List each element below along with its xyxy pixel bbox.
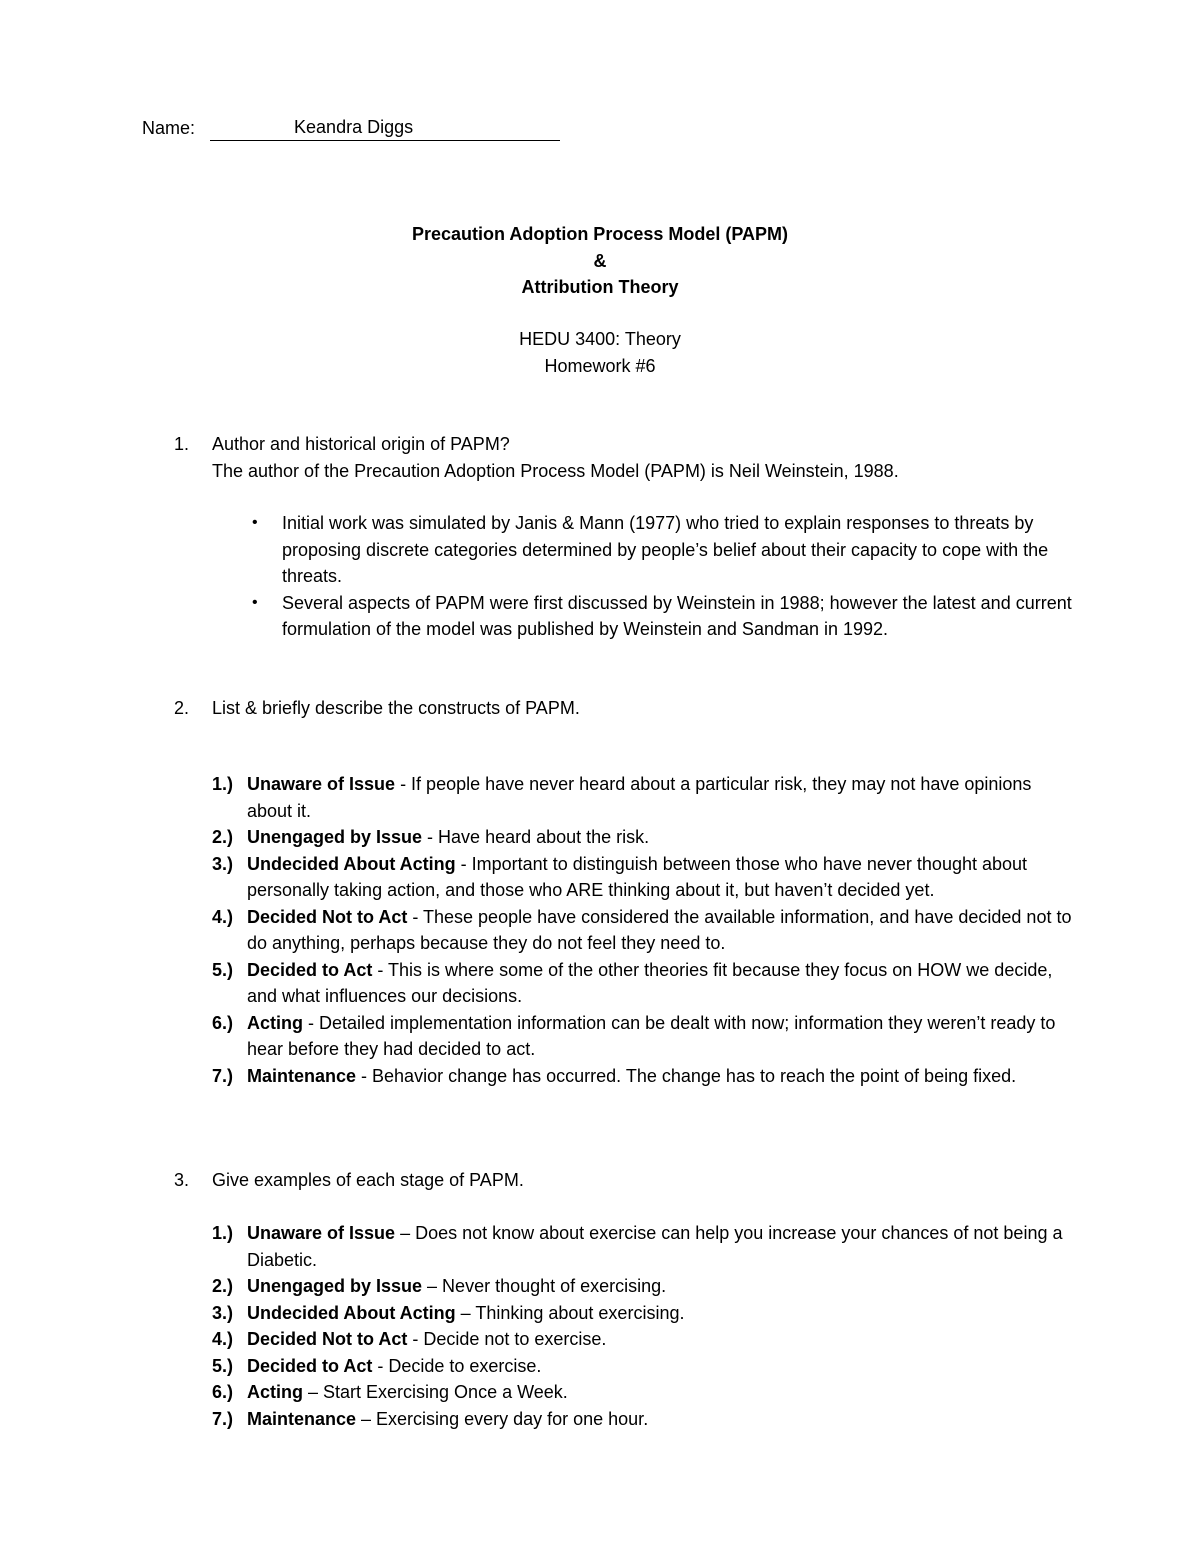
stage-term: Unengaged by Issue: [247, 1276, 423, 1296]
construct-term: Maintenance: [247, 1065, 357, 1086]
item-number: 6.): [212, 1012, 234, 1033]
question-number: 3.: [174, 1170, 190, 1190]
name-underline: [210, 118, 560, 141]
stage-example: – Never thought of exercising.: [422, 1276, 667, 1296]
name-field-row: [142, 115, 560, 141]
question-text: Give examples of each stage of PAPM.: [212, 1170, 524, 1190]
title-line-2: &: [593, 250, 607, 271]
name-value: Keandra Diggs: [294, 117, 414, 137]
item-number: 5.): [212, 959, 234, 980]
list-item: [212, 1063, 1072, 1090]
construct-term: Decided to Act: [247, 959, 373, 980]
stage-example: - Decide to exercise.: [372, 1355, 542, 1376]
construct-term: Unengaged by Issue: [247, 827, 423, 847]
course-info: [0, 326, 1200, 379]
item-number: 2.): [212, 1276, 234, 1296]
question-1-bullets: [212, 510, 1082, 643]
stage-term: Acting: [247, 1382, 303, 1402]
course-name: HEDU 3400: Theory: [519, 329, 681, 349]
stage-example: - Decide not to exercise.: [407, 1329, 607, 1349]
stage-example: – Thinking about exercising.: [455, 1302, 685, 1323]
construct-description: - Have heard about the risk.: [422, 827, 650, 847]
construct-description: - Detailed implementation information can be dealt with now; information they weren’t ready to hear before they had decided to act.: [247, 1012, 1056, 1059]
list-item: [212, 904, 1072, 957]
list-item: [212, 851, 1072, 904]
item-number: 1.): [212, 1223, 234, 1243]
item-number: 5.): [212, 1355, 234, 1376]
list-item: [212, 1406, 1072, 1433]
title-line-1: Precaution Adoption Process Model (PAPM): [411, 224, 789, 244]
item-number: 1.): [212, 774, 234, 794]
construct-description: - This is where some of the other theories fit because they focus on HOW we decide, and what influences our decisions.: [247, 959, 1053, 1006]
item-number: 7.): [212, 1408, 234, 1429]
question-3-example-list: [212, 1220, 1072, 1432]
list-item: [212, 1300, 1072, 1327]
construct-description: - These people have considered the available information, and have decided not to do anything, perhaps because they do not feel they need to.: [247, 906, 1072, 953]
construct-description: - If people have never heard about a particular risk, they may not have opinions about it.: [247, 774, 1032, 821]
list-item: [212, 824, 1072, 851]
stage-term: Decided Not to Act: [247, 1329, 408, 1349]
construct-term: Unaware of Issue: [247, 774, 396, 794]
title-line-3: Attribution Theory: [521, 277, 679, 297]
item-number: 3.): [212, 853, 234, 874]
list-item: [212, 1326, 1072, 1353]
list-item: [212, 1010, 1072, 1063]
question-number: 2.: [174, 698, 190, 718]
name-label: Name:: [142, 118, 196, 138]
document-title: [0, 221, 1200, 301]
list-item: [212, 957, 1072, 1010]
item-number: 4.): [212, 1329, 234, 1349]
construct-term: Acting: [247, 1012, 303, 1033]
bullet-text: Several aspects of PAPM were first discussed by Weinstein in 1988; however the latest and current formulation of the model was published by Weinstein and Sandman in 1992.: [282, 592, 1072, 639]
bullet-text: Initial work was simulated by Janis & Mann (1977) who tried to explain responses to threats by proposing discrete categories determined by people’s belief about their capacity to cope with the threats.: [282, 513, 1049, 586]
question-1-answer: The author of the Precaution Adoption Process Model (PAPM) is Neil Weinstein, 1988.: [212, 461, 899, 481]
construct-term: Decided Not to Act: [247, 906, 408, 927]
item-number: 4.): [212, 906, 234, 927]
list-item: [212, 1379, 1072, 1406]
list-item: [212, 1353, 1072, 1380]
question-2-construct-list: [212, 771, 1072, 1089]
list-item: [212, 771, 1072, 824]
stage-term: Decided to Act: [247, 1355, 373, 1376]
stage-term: Undecided About Acting: [247, 1302, 456, 1323]
question-number: 1.: [174, 434, 190, 454]
bullet-item: [212, 510, 1082, 590]
bullet-symbol: •: [252, 593, 258, 611]
stage-term: Unaware of Issue: [247, 1223, 396, 1243]
list-item: [212, 1273, 1072, 1300]
stage-example: – Does not know about exercise can help you increase your chances of not being a Diabetic.: [247, 1223, 1063, 1270]
question-text: Author and historical origin of PAPM?: [212, 434, 510, 454]
list-item: [212, 1220, 1072, 1273]
stage-example: – Start Exercising Once a Week.: [303, 1382, 568, 1402]
construct-description: - Behavior change has occurred. The change has to reach the point of being fixed.: [356, 1065, 1017, 1086]
construct-description: - Important to distinguish between those who have never thought about personally taking action, and those who ARE thinking about it, but haven’t decided yet.: [247, 853, 1028, 900]
item-number: 6.): [212, 1382, 234, 1402]
construct-term: Undecided About Acting: [247, 853, 456, 874]
item-number: 7.): [212, 1065, 234, 1086]
stage-term: Maintenance: [247, 1408, 357, 1429]
stage-example: – Exercising every day for one hour.: [356, 1408, 649, 1429]
item-number: 2.): [212, 827, 234, 847]
bullet-symbol: •: [252, 514, 258, 531]
item-number: 3.): [212, 1302, 234, 1323]
homework-number: Homework #6: [544, 355, 656, 376]
bullet-item: [212, 590, 1082, 643]
question-text: List & briefly describe the constructs of PAPM.: [212, 698, 580, 718]
